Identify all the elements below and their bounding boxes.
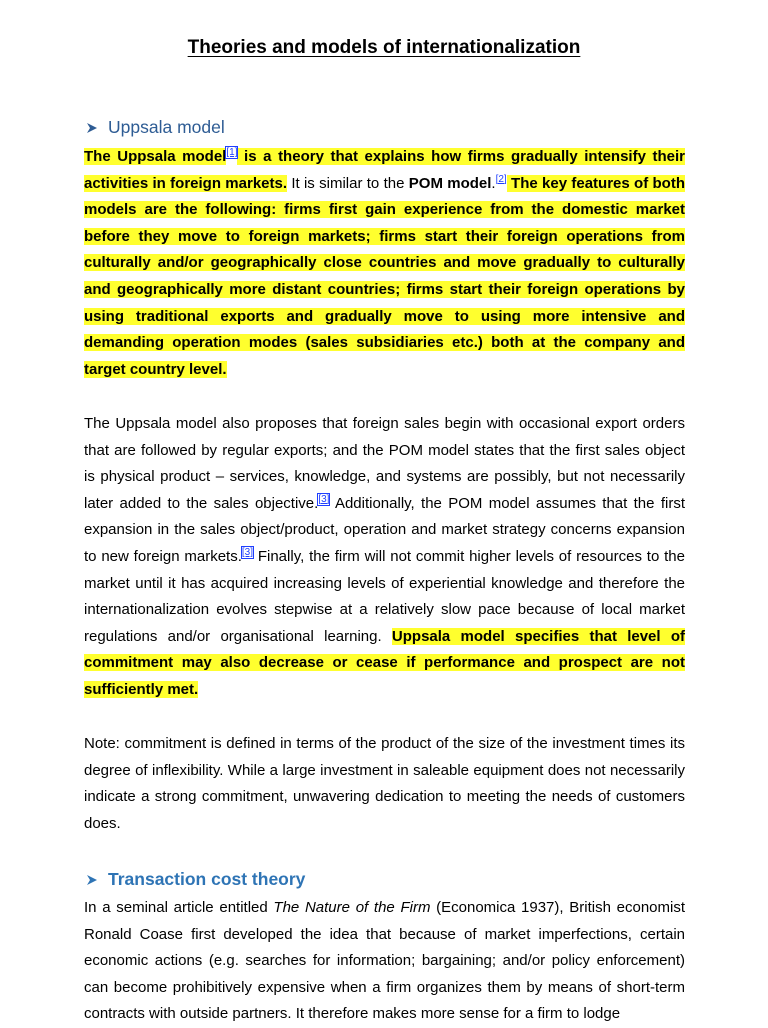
section-heading-uppsala (86, 117, 225, 138)
section-heading-text: Transaction cost theory (108, 869, 306, 889)
body-text: Finally, the firm will not commit higher levels of resources to the market until it has acquired increasing levels of experiential knowledge and therefore the internationalization evolves stepwise at a relatively slow pace because of local market regulations and/or organisational learning. (84, 547, 685, 645)
body-text: . (491, 174, 496, 192)
bold-text: POM model (408, 174, 492, 192)
body-text: The Uppsala model also proposes that foreign sales begin with occasional export orders that are followed by regular exports; and the POM model states that the first sales object is physical product – services, knowledge, and systems are possibly, but not necessarily later added to the sales objective. (84, 415, 685, 512)
page-title: Theories and models of internationalization (187, 37, 581, 58)
footnote-link[interactable]: [1] (226, 147, 238, 158)
highlighted-text: Uppsala model specifies that level of commitment may also decrease or cease if performance and prospect are not sufficiently met. (84, 627, 685, 698)
body-text: In a seminal article entitled (84, 899, 274, 916)
section-heading-text: Uppsala model (108, 117, 225, 137)
highlighted-text: The Uppsala model (84, 148, 227, 165)
body-text: It is similar to the (287, 174, 409, 192)
body-text: Additionally, the POM model assumes that the first expansion in the sales object/product, operation and market strategy concerns expansion to new foreign markets. (84, 494, 685, 565)
footnote-link[interactable]: [2] (495, 173, 507, 185)
note-paragraph: Note: commitment is defined in terms of the product of the size of the investment times its degree of inflexibility. While a large investment in saleable equipment does not necessarily indicate a strong commitment, unwavering dedication to meeting the needs of customers does. (84, 735, 685, 832)
uppsala-paragraph-2 (84, 411, 685, 704)
transaction-cost-paragraph (84, 895, 685, 1028)
uppsala-paragraph-1 (84, 144, 685, 383)
arrow-bullet-icon (86, 874, 108, 886)
highlighted-text: is a theory that explains how firms gradually intensify their activities in foreign markets. (84, 148, 686, 192)
footnote-link[interactable]: [3] (241, 546, 254, 558)
italic-title: The Nature of the Firm (273, 899, 431, 916)
footnote-link[interactable]: [3] (318, 493, 330, 505)
highlighted-text: The key features of both models are the following: firms first gain experience from the domestic market before they move to foreign markets; firms start their foreign operations from culturally and/or geographically close countries and move gradually to culturally and geographically more distant countries; firms start their foreign operations by using traditional exports and gradually move to using more intensive and demanding operation modes (sales subsidiaries etc.) both at the company and target country level. (84, 174, 685, 378)
arrow-bullet-icon (86, 122, 108, 134)
body-text: (Economica 1937), British economist Ronald Coase first developed the idea that because of market imperfections, certain economic actions (e.g. searches for information; bargaining; and/or policy enforcement) can become prohibitively expensive when a firm organizes them by means of short-term contracts with outside partners. It therefore makes more sense for a firm to lodge (84, 899, 685, 1023)
section-heading-transaction-cost (86, 869, 305, 890)
